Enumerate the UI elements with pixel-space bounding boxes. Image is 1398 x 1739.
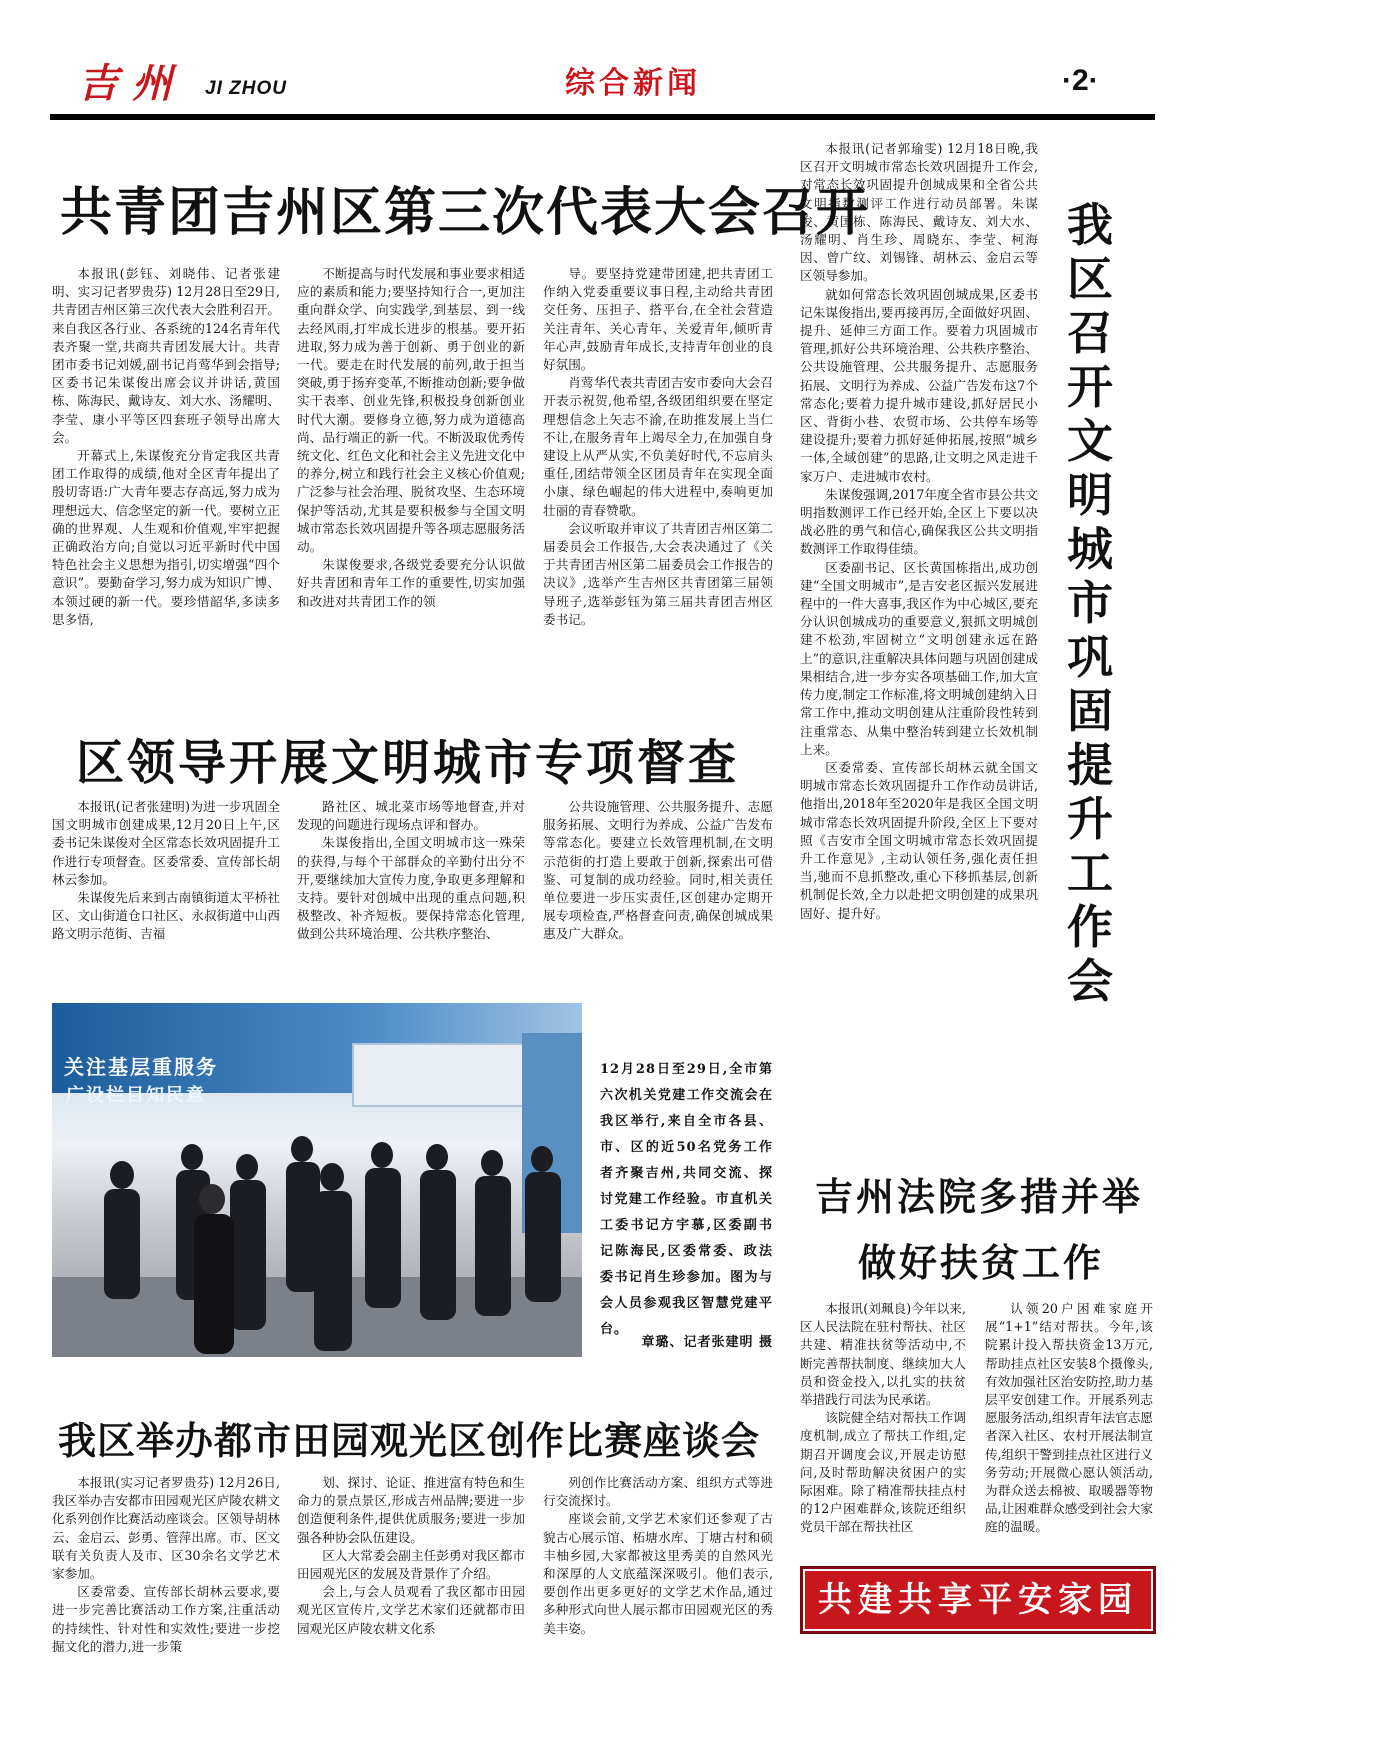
paragraph: 会上,与会人员观看了我区都市田园观光区宣传片,文学艺术家们还就都市田园观光区庐陵农耕文化系: [297, 1584, 525, 1636]
article3-col2: [297, 1474, 525, 1638]
headline-char: 明: [1067, 468, 1113, 522]
headline-char: 我: [1067, 198, 1113, 252]
article2-headline: 区领导开展文明城市专项督查: [76, 735, 740, 791]
headline-char: 提: [1067, 738, 1113, 792]
section-title: 综合新闻: [565, 66, 701, 101]
headline-char: 会: [1067, 954, 1113, 1008]
paragraph: 本报讯(彭钰、刘晓伟、记者张建明、实习记者罗贵芬) 12月28日至29日,共青团吉州区第三次代表大会胜利召开。来自我区各行业、各系统的124名青年代表齐聚一堂,共商共青团发展大计。共青团市委书记刘媛,副书记肖莺华到会指导;区委书记朱谋俊出席会议并讲话,黄国栋、陈海民、戴诗友、刘大水、汤耀明、李莹、康小平等区四套班子领导出席大会。: [52, 266, 280, 445]
paragraph: 座谈会前,文学艺术家们还参观了古貌古心展示馆、柘塘水库、丁塘古村和硕丰柚乡园,大家都被这里秀美的自然风光和深厚的人文底蕴深深吸引。他们表示,要创作出更多更好的文学艺术作品,通过多种形式向世人展示都市田园观光区的秀美丰姿。: [543, 1511, 773, 1636]
headline-char: 作: [1067, 900, 1113, 954]
news-photo: [52, 1003, 582, 1357]
header-rule: [50, 114, 1155, 120]
headline-char: 市: [1067, 576, 1113, 630]
safety-banner: 共建共享平安家园: [800, 1566, 1156, 1634]
headline-char: 巩: [1067, 630, 1113, 684]
page-number: ·2·: [1062, 64, 1099, 97]
article5-headline-line1: 吉州法院多措并举: [815, 1175, 1144, 1219]
headline-char: 城: [1067, 522, 1113, 576]
article2-col2: [297, 798, 525, 944]
paragraph: 列创作比赛活动方案、组织方式等进行交流探讨。: [543, 1475, 773, 1509]
headline-char: 区: [1067, 252, 1113, 306]
article1-headline: 共青团吉州区第三次代表大会召开: [60, 183, 871, 243]
paragraph: 会议听取并审议了共青团吉州区第二届委员会工作报告,大会表决通过了《关于共青团吉州区第二届委员会工作报告的决议》,选举产生吉州区共青团第三届领导班子,选举彭钰为第三届共青团吉州区委书记。: [543, 520, 773, 627]
paragraph: 不断提高与时代发展和事业要求相适应的素质和能力;要坚持知行合一,更加注重向群众学、向实践学,到基层、到一线去经风雨,打牢成长进步的根基。要开拓进取,努力成为善于创新、勇于创业的新一代。要走在时代发展的前列,敢于担当突破,勇于扬弃变革,不断推动创新;要争做实干表率、创业先锋,积极投身创新创业时代大潮。要修身立德,努力成为道德高尚、品行端正的新一代。不断汲取优秀传统文化、红色文化和社会主义先进文化中的养分,树立和践行社会主义核心价值观;广泛参与社会治理、脱贫攻坚、生态环境保护等活动,尤其是要积极参与全国文明城市常态长效巩固提升等各项志愿服务活动。: [297, 266, 525, 555]
paragraph: 区委常委、宣传部长胡林云要求,要进一步完善比赛活动工作方案,注重活动的持续性、针对性和实效性;要进一步挖掘文化的潜力,进一步策: [52, 1584, 280, 1654]
paragraph: 朱谋俊先后来到古南镇街道太平桥社区、文山街道仓口社区、永叔街道中山西路文明示范街、吉福: [52, 890, 280, 942]
headline-char: 升: [1067, 792, 1113, 846]
photo-wall-text-1: 关注基层重服务: [64, 1055, 218, 1079]
paragraph: 肖莺华代表共青团吉安市委向大会召开表示祝贺,他希望,各级团组织要在坚定理想信念上矢志不渝,在助推发展上当仁不让,在服务青年上竭尽全力,在加强自身建设上从严从实,不负美好时代,不忘肩头重任,团结带领全区团员青年在实现全面小康、绿色崛起的伟大进程中,奏响更加壮丽的青春赞歌。: [543, 375, 773, 518]
paragraph: 开幕式上,朱谋俊充分肯定我区共青团工作取得的成绩,他对全区青年提出了殷切寄语:广大青年要志存高远,努力成为理想远大、信念坚定的新一代。要树立正确的世界观、人生观和价值观,牢牢把握正确政治方向;自觉以习近平新时代中国特色社会主义思想为指引,切实增强“四个意识”。要勤奋学习,努力成为知识广博、本领过硬的新一代。要珍惜韶华,多读多思多悟,: [52, 448, 280, 627]
paragraph: 认领20户困难家庭开展“1+1”结对帮扶。今年,该院累计投入帮扶资金13万元,帮助挂点社区安装8个摄像头,有效加强社区治安防控,助力基层平安创建工作。开展系列志愿服务活动,组织青年法官志愿者深入社区、农村开展法制宣传,组织干警到挂点社区进行义务劳动;开展微心愿认领活动,为群众送去棉被、取暖器等物品,让困难群众感受到社会大家庭的温暖。: [985, 1301, 1153, 1535]
paragraph: 区委副书记、区长黄国栋指出,成功创建“全国文明城市”,是吉安老区振兴发展进程中的一件大喜事,我区作为中心城区,要充分认识创城成功的重要意义,狠抓文明城创建不松劲,牢固树立“文明创建永远在路上”的意识,注重解决具体问题与巩固创建成果相结合,进一步夯实各项基础工作,加大宣传力度,制定工作标准,将文明城创建纳入日常工作中,推动文明创建从注重阶段性转到注重常态、从集中整治转到建立长效机制上来。: [800, 559, 1038, 757]
paragraph: 本报讯(记者郭瑜雯) 12月18日晚,我区召开文明城市常态长效巩固提升工作会,对常态长效巩固提升创城成果和全省公共文明指数测评工作进行动员部署。朱谋俊、黄国栋、陈海民、戴诗友、刘大水、汤耀明、肖生珍、周晓东、李莹、柯海因、曾广纹、刘锡锋、胡林云、金启云等区领导参加。: [800, 141, 1038, 284]
paragraph: 朱谋俊指出,全国文明城市这一殊荣的获得,与每个干部群众的辛勤付出分不开,要继续加大宣传力度,争取更多理解和支持。要针对创城中出现的重点问题,积极整改、补齐短板。要保持常态化管理,做到公共环境治理、公共秩序整治、: [297, 835, 525, 942]
masthead-pinyin: JI ZHOU: [205, 78, 287, 99]
article3-col3: [543, 1474, 773, 1638]
paragraph: 朱谋俊强调,2017年度全省市县公共文明指数测评工作已经开始,全区上下要以决战必胜的勇气和信心,确保我区公共文明指数测评工作取得佳绩。: [800, 486, 1038, 557]
paragraph: 区委常委、宣传部长胡林云就全国文明城市常态长效巩固提升工作作动员讲话,他指出,2018年至2020年是我区全国文明城市常态长效巩固提升阶段,全区上下要对照《吉安市全国文明城市常态长效巩固提升工作意见》,主动认领任务,强化责任担当,驰而不息抓整改,重心下移抓基层,创新机制促长效,全力以赴把文明创建的成果巩固好、提升好。: [800, 759, 1038, 921]
article3-headline: 我区举办都市田园观光区创作比赛座谈会: [58, 1419, 761, 1463]
headline-char: 召: [1067, 306, 1113, 360]
headline-char: 固: [1067, 684, 1113, 738]
photo-people: [52, 1127, 582, 1357]
paragraph: 区人大常委会副主任彭勇对我区都市田园观光区的发展及背景作了介绍。: [297, 1547, 525, 1582]
photo-credit: 章璐、记者张建明 摄: [641, 1335, 773, 1350]
article4-body: [800, 140, 1038, 923]
paragraph: 路社区、城北菜市场等地督查,并对发现的问题进行现场点评和督办。: [297, 799, 525, 833]
article3-col1: [52, 1474, 280, 1656]
paragraph: 本报讯(刘珮良)今年以来,区人民法院在驻村帮扶、社区共建、精准扶贫等活动中,不断完善帮扶制度、继续加大人员和资金投入,以扎实的扶贫举措践行司法为民承诺。: [800, 1301, 966, 1408]
paragraph: 划、探讨、论证、推进富有特色和生命力的景点景区,形成吉州品牌;要进一步创造便利条件,提供优质服务;要进一步加强各种协会队伍建设。: [297, 1475, 525, 1545]
paragraph: 朱谋俊要求,各级党委要充分认识做好共青团和青年工作的重要性,切实加强和改进对共青团工作的领: [297, 557, 525, 609]
paragraph: 就如何常态长效巩固创城成果,区委书记朱谋俊指出,要再接再厉,全面做好巩固、提升、延伸三方面工作。要着力巩固城市管理,抓好公共环境治理、公共秩序整治、公共设施管理、公共服务提升、志愿服务拓展、文明行为养成、公益广告发布这7个常态化;要着力提升城市建设,抓好居民小区、背街小巷、农贸市场、公共停车场等建设提升;要着力抓好延伸拓展,按照“城乡一体,全域创建”的思路,让文明之风走进千家万户、走进城市农村。: [800, 286, 1038, 484]
masthead-name: 吉州: [78, 60, 186, 107]
headline-char: 文: [1067, 414, 1113, 468]
article1-col2: [297, 265, 525, 611]
article5-col1: [800, 1300, 966, 1537]
article5-headline-line2: 做好扶贫工作: [858, 1241, 1105, 1285]
paragraph: 本报讯(实习记者罗贵芬) 12月26日,我区举办吉安都市田园观光区庐陵农耕文化系列创作比赛活动座谈会。区领导胡林云、金启云、彭勇、管萍出席。市、区文联有关负责人及市、区30余名文学艺术家参加。: [52, 1475, 280, 1582]
article1-col3: [543, 265, 773, 629]
headline-char: 工: [1067, 846, 1113, 900]
photo-wall-text-2: 广设栏目知民意: [66, 1085, 206, 1106]
paragraph: 本报讯(记者张建明)为进一步巩固全国文明城市创建成果,12月20日上午,区委书记朱谋俊对全区常态长效巩固提升工作进行专项督查。区委常委、宣传部长胡林云参加。: [52, 799, 280, 887]
article2-col3: [543, 798, 773, 944]
paragraph: 该院健全结对帮扶工作调度机制,成立了帮扶工作组,定期召开调度会议,开展走访慰问,及时帮助解决贫困户的实际困难。除了精准帮扶挂点村的12户困难群众,该院还组织党员干部在帮扶社区: [800, 1410, 966, 1535]
paragraph: 导。要坚持党建带团建,把共青团工作纳入党委重要议事日程,主动给共青团交任务、压担子、搭平台,在全社会营造关注青年、关心青年、关爱青年,倾听青年心声,鼓励青年成长,支持青年创业的良好氛围。: [543, 266, 773, 373]
photo-caption: 12月28日至29日,全市第六次机关党建工作交流会在我区举行,来自全市各县、市、区的近50名党务工作者齐聚吉州,共同交流、探讨党建工作经验。市直机关工委书记方宇慕,区委副书记陈海民,区委常委、政法委书记肖生珍参加。图为与会人员参观我区智慧党建平台。: [600, 1062, 773, 1337]
article4-vertical-headline: [1060, 198, 1120, 1008]
article1-col1: [52, 265, 280, 629]
article5-col2: [985, 1300, 1153, 1537]
headline-char: 开: [1067, 360, 1113, 414]
article2-col1: [52, 798, 280, 944]
paragraph: 公共设施管理、公共服务提升、志愿服务拓展、文明行为养成、公益广告发布等常态化。要建立长效管理机制,在文明示范街的打造上要敢于创新,探索出可借鉴、可复制的成功经验。同时,相关责任单位要进一步压实责任,区创建办定期开展专项检查,严格督查问责,确保创城成果惠及广大群众。: [543, 799, 773, 942]
